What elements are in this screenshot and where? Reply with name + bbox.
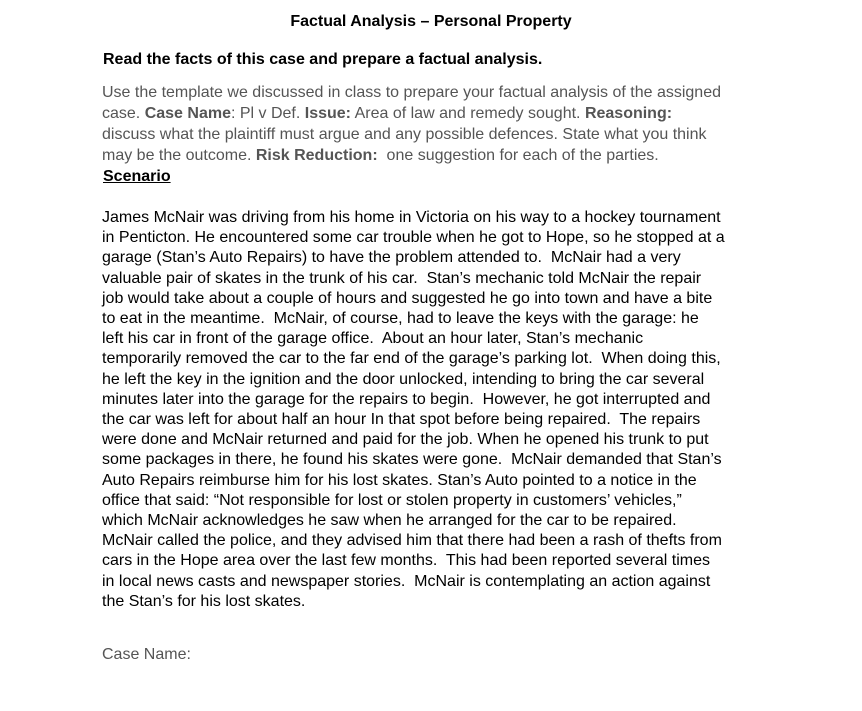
scenario-line: in local news casts and newspaper stories. McNair is contemplating an action against xyxy=(102,572,711,590)
template-keyword: Issue: xyxy=(304,105,352,122)
scenario-line: in Penticton. He encountered some car trouble when he got to Hope, so he stopped at a xyxy=(102,229,725,247)
scenario-line: were done and McNair returned and paid for the job. When he opened his trunk to put xyxy=(102,431,709,449)
scenario-line: Auto Repairs reimburse him for his lost skates. Stan’s Auto pointed to a notice in the xyxy=(102,471,697,489)
template-keyword: Case Name xyxy=(144,105,231,122)
scenario-line: James McNair was driving from his home in Victoria on his way to a hockey tournament xyxy=(102,209,721,226)
scenario-line: some packages in there, he found his skates were gone. McNair demanded that Stan’s xyxy=(102,451,722,469)
template-keyword: Risk Reduction: xyxy=(255,147,378,164)
scenario-heading: Scenario xyxy=(103,168,171,185)
template-text: discuss what the plaintiff must argue and any possible defences. State what you think xyxy=(102,126,707,143)
case-name-label: Case Name: xyxy=(102,646,191,663)
template-instructions xyxy=(102,82,802,166)
scenario-line: he left the key in the ignition and the door unlocked, intending to bring the car several xyxy=(102,370,705,388)
template-text: Use the template we discussed in class to prepare your factual analysis of the assigned xyxy=(102,84,721,101)
scenario-text xyxy=(102,208,802,612)
scenario-line: to eat in the meantime. McNair, of course, had to leave the keys with the garage: he xyxy=(102,310,699,328)
scenario-line: left his car in front of the garage office. About an hour later, Stan’s mechanic xyxy=(102,330,644,348)
template-text: Area of law and remedy sought. xyxy=(351,105,585,122)
template-text: case. xyxy=(102,105,145,122)
scenario-line: which McNair acknowledges he saw when he arranged for the car to be repaired. xyxy=(102,512,677,530)
template-keyword: Reasoning: xyxy=(584,105,673,122)
template-text: one suggestion for each of the parties. xyxy=(377,147,659,164)
template-text: may be the outcome. xyxy=(102,147,256,164)
scenario-line: the Stan’s for his lost skates. xyxy=(102,592,306,610)
scenario-line: garage (Stan’s Auto Repairs) to have the problem attended to. McNair had a very xyxy=(102,249,681,267)
instruction-heading: Read the facts of this case and prepare a factual analysis. xyxy=(103,51,543,68)
scenario-line: job would take about a couple of hours and suggested he go into town and have a bite xyxy=(102,289,713,307)
scenario-line: minutes later into the garage for the repairs to begin. However, he got interrupted and xyxy=(102,390,711,408)
scenario-line: the car was left for about half an hour In that spot before being repaired. The repairs xyxy=(102,411,701,429)
scenario-line: temporarily removed the car to the far end of the garage’s parking lot. When doing this, xyxy=(102,350,721,368)
scenario-line: office that said: “Not responsible for lost or stolen property in customers’ vehicles,” xyxy=(102,491,682,509)
template-text: : Pl v Def. xyxy=(230,105,305,122)
scenario-line: McNair called the police, and they advised him that there had been a rash of thefts from xyxy=(102,532,722,550)
scenario-line: cars in the Hope area over the last few months. This had been reported several times xyxy=(102,552,711,570)
scenario-line: valuable pair of skates in the trunk of his car. Stan’s mechanic told McNair the repair xyxy=(102,269,702,287)
document-title: Factual Analysis – Personal Property xyxy=(290,13,572,30)
